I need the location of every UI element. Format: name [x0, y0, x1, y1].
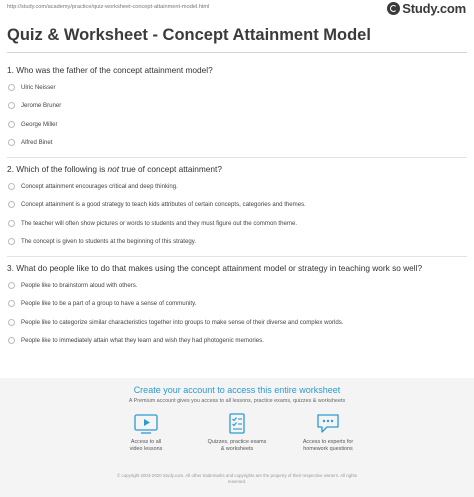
top-bar: [0, 0, 474, 17]
answer-option[interactable]: George Miller: [7, 115, 467, 134]
radio-icon[interactable]: [8, 319, 15, 326]
answer-option[interactable]: Concept attainment encourages critical and deep thinking.: [7, 177, 467, 196]
quiz-worksheet-icon: [224, 413, 250, 435]
radio-icon[interactable]: [8, 337, 15, 344]
question-divider: [7, 157, 467, 158]
radio-icon[interactable]: [8, 201, 15, 208]
answer-option[interactable]: People like to categorize similar characteristics together into groups to make sense of their diverse and complex worlds.: [7, 313, 467, 332]
feature-video-lessons: Access to all video lessons: [101, 413, 191, 453]
answer-option[interactable]: Jerome Bruner: [7, 97, 467, 116]
answer-option[interactable]: People like to brainstorm aloud with others.: [7, 276, 467, 295]
answer-option[interactable]: Concept attainment is a good strategy to teach kids attributes of certain concepts, categories and themes.: [7, 196, 467, 215]
question-text: 1. Who was the father of the concept attainment model?: [7, 65, 213, 75]
question-1: [7, 64, 467, 152]
answer-option[interactable]: People like to immediately attain what they learn and wish they had photogenic memories.: [7, 332, 467, 351]
feature-quizzes: Quizzes, practice exams & worksheets: [192, 413, 282, 453]
question-divider: [7, 256, 467, 257]
radio-icon[interactable]: [8, 183, 15, 190]
question-text: 2. Which of the following is not true of concept attainment?: [7, 164, 222, 174]
feature-experts: Access to experts for homework questions: [283, 413, 373, 453]
question-text: 3. What do people like to do that makes using the concept attainment model or strategy in teaching work so well?: [7, 263, 423, 273]
question-3: [7, 262, 467, 350]
premium-cta-panel: [0, 378, 474, 497]
radio-icon[interactable]: [8, 102, 15, 109]
page-url: http://study.com/academy/practice/quiz-worksheet-concept-attainment-model.html: [7, 4, 210, 10]
answer-option[interactable]: People like to be a part of a group to have a sense of community.: [7, 295, 467, 314]
radio-icon[interactable]: [8, 300, 15, 307]
expert-chat-icon: [315, 413, 341, 435]
radio-icon[interactable]: [8, 139, 15, 146]
answer-option[interactable]: The teacher will often show pictures or words to students and they must figure out the common theme.: [7, 214, 467, 233]
study-logo[interactable]: [387, 1, 466, 16]
title-divider: [7, 52, 467, 53]
video-lessons-icon: [133, 413, 159, 435]
radio-icon[interactable]: [8, 220, 15, 227]
copyright-footer: © copyright 2003-2020 Study.com. All other trademarks and copyrights are the property of their respective owners. All rights reserved.: [117, 473, 357, 484]
page-title: Quiz & Worksheet - Concept Attainment Model: [7, 26, 371, 44]
cta-heading[interactable]: Create your account to access this entire worksheet: [133, 385, 341, 395]
study-logo-icon: [387, 2, 400, 15]
answer-option[interactable]: The concept is given to students at the beginning of this strategy.: [7, 233, 467, 252]
study-logo-text: Study.com: [402, 1, 466, 16]
radio-icon[interactable]: [8, 84, 15, 91]
question-2: [7, 163, 467, 251]
radio-icon[interactable]: [8, 282, 15, 289]
cta-subtext: A Premium account gives you access to all lessons, practice exams, quizzes & worksheets: [128, 398, 346, 404]
radio-icon[interactable]: [8, 121, 15, 128]
answer-option[interactable]: Ulric Neisser: [7, 78, 467, 97]
radio-icon[interactable]: [8, 238, 15, 245]
answer-option[interactable]: Alfred Binet: [7, 134, 467, 153]
